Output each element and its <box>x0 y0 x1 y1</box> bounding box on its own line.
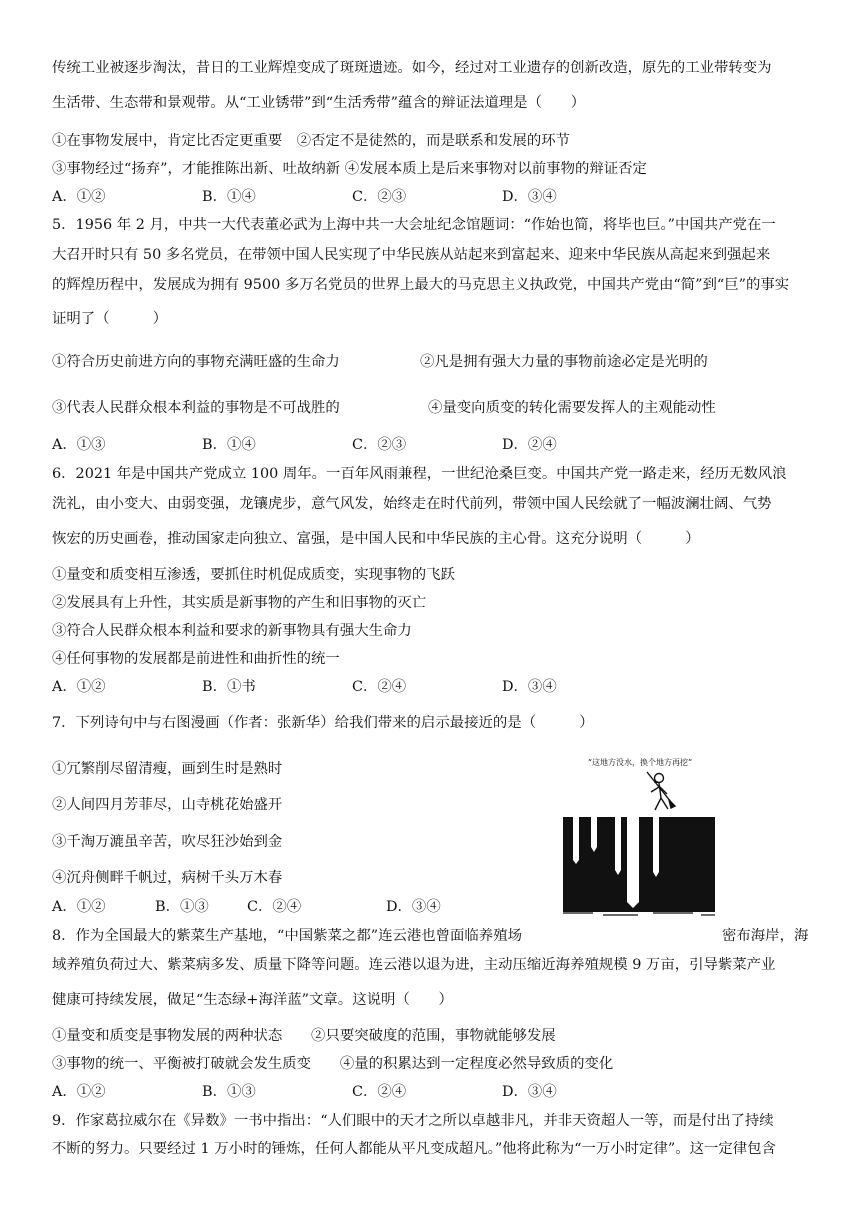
q5-option-b: B．①④ <box>202 437 256 453</box>
q7-item-2: ②人间四月芳菲尽，山寺桃花始盛开 <box>52 797 283 813</box>
q6-item-3: ③符合人民群众根本利益和要求的新事物具有强大生命力 <box>52 623 412 639</box>
q8-option-b: B．①③ <box>202 1084 256 1100</box>
q7-option-a: A．①② <box>52 899 106 915</box>
q7-item-3: ③千淘万漉虽辛苦，吹尽狂沙始到金 <box>52 834 283 850</box>
q5-item-1: ①符合历史前进方向的事物充满旺盛的生命力 <box>52 354 340 370</box>
q8-stem-line-1b: 密布海岸，海 <box>722 928 809 944</box>
q6-option-a: A．①② <box>52 679 106 695</box>
digging-cartoon-image <box>563 752 715 917</box>
q5-option-d: D．②④ <box>502 437 557 453</box>
q7-item-4: ④沉舟侧畔千帆过，病树千头万木春 <box>52 870 283 886</box>
q5-stem-line-3: 的辉煌历程中，发展成为拥有 9500 多万名党员的世界上最大的马克思主义执政党，中国共产党由“简”到“巨”的事实 <box>52 277 790 293</box>
q4-item-line-1: ①在事物发展中，肯定比否定更重要 ②否定不是徒然的，而是联系和发展的环节 <box>52 133 571 149</box>
q7-option-b: B．①③ <box>155 899 209 915</box>
q6-option-c: C．②④ <box>352 679 407 695</box>
q8-item-line-1: ①量变和质变是事物发展的两种状态 ②只要突破度的范围，事物就能够发展 <box>52 1028 556 1044</box>
q5-stem-line-2: 大召开时只有 50 多名党员，在带领中国人民实现了中华民族从站起来到富起来、迎来中华民族从高起来到强起来 <box>52 247 771 263</box>
q6-stem-line-1: 6．2021 年是中国共产党成立 100 周年。一百年风雨兼程，一世纪沧桑巨变。中国共产党一路走来，经历无数风浪 <box>52 466 787 482</box>
q8-stem-line-3: 健康可持续发展，做足“生态绿+海洋蓝”文章。这说明（ ） <box>52 992 453 1008</box>
q8-stem-line-2: 域养殖负荷过大、紫菜病多发、质量下降等问题。连云港以退为进，主动压缩近海养殖规模 9 万亩，引导紫菜产业 <box>52 957 776 973</box>
q7-option-d: D．③④ <box>386 899 441 915</box>
q6-stem-line-3: 恢宏的历史画卷，推动国家走向独立、富强，是中国人民和中华民族的主心骨。这充分说明（ ） <box>52 531 700 547</box>
q7-option-c: C．②④ <box>247 899 302 915</box>
q4-option-c: C．②③ <box>352 189 407 205</box>
cartoon-caption: “这地方没水，换个地方再挖” <box>587 758 693 767</box>
q7-item-1: ①冗繁削尽留清瘦，画到生时是熟时 <box>52 761 283 777</box>
q4-option-d: D．③④ <box>502 189 557 205</box>
q4-option-a: A．①② <box>52 189 106 205</box>
q8-option-d: D．③④ <box>502 1084 557 1100</box>
q5-option-c: C．②③ <box>352 437 407 453</box>
q5-option-a: A．①③ <box>52 437 106 453</box>
q6-option-b: B．①书 <box>202 679 256 695</box>
q8-stem-line-1a: 8．作为全国最大的紫菜生产基地，“中国紫菜之都”连云港也曾面临养殖场 <box>52 928 522 944</box>
q6-option-d: D．③④ <box>502 679 557 695</box>
q8-option-a: A．①② <box>52 1084 106 1100</box>
q5-item-3: ③代表人民群众根本利益的事物是不可战胜的 <box>52 400 340 416</box>
q9-stem-line-1: 9．作家葛拉威尔在《异数》一书中指出：“人们眼中的天才之所以卓越非凡，并非天资超人一等，而是付出了持续 <box>52 1113 774 1129</box>
q8-item-line-2: ③事物的统一、平衡被打破就会发生质变 ④量的积累达到一定程度必然导致质的变化 <box>52 1056 614 1072</box>
q5-stem-line-4: 证明了（ ） <box>52 311 168 327</box>
q6-item-1: ①量变和质变相互渗透，要抓住时机促成质变，实现事物的飞跃 <box>52 567 455 583</box>
q6-item-2: ②发展具有上升性，其实质是新事物的产生和旧事物的灭亡 <box>52 595 427 611</box>
q9-stem-line-2: 不断的努力。只要经过 1 万小时的锤炼，任何人都能从平凡变成超凡。”他将此称为“一万小时定律”。这一定律包含 <box>52 1141 776 1157</box>
q7-stem: 7．下列诗句中与右图漫画（作者：张新华）给我们带来的启示最接近的是（ ） <box>52 715 594 731</box>
q5-item-2: ②凡是拥有强大力量的事物前途必定是光明的 <box>420 354 708 370</box>
q8-option-c: C．②④ <box>352 1084 407 1100</box>
q4-stem-line-1: 传统工业被逐步淘汰，昔日的工业辉煌变成了斑斑遗迹。如今，经过对工业遗存的创新改造，原先的工业带转变为 <box>52 60 772 76</box>
q6-stem-line-2: 洗礼，由小变大、由弱变强，龙镶虎步，意气风发，始终走在时代前列，带领中国人民绘就了一幅波澜壮阔、气势 <box>52 496 772 512</box>
q5-stem-line-1: 5．1956 年 2 月，中共一大代表董必武为上海中共一大会址纪念馆题词：“作始也简，将毕也巨。”中国共产党在一 <box>52 217 776 233</box>
q5-item-4: ④量变向质变的转化需要发挥人的主观能动性 <box>428 400 716 416</box>
q4-option-b: B．①④ <box>202 189 256 205</box>
q4-stem-line-2: 生活带、生态带和景观带。从“工业锈带”到“生活秀带”蕴含的辩证法道理是（ ） <box>52 95 586 111</box>
q6-item-4: ④任何事物的发展都是前进性和曲折性的统一 <box>52 651 340 667</box>
q4-item-line-2: ③事物经过“扬弃”，才能推陈出新、吐故纳新 ④发展本质上是后来事物对以前事物的辩证否定 <box>52 161 647 177</box>
